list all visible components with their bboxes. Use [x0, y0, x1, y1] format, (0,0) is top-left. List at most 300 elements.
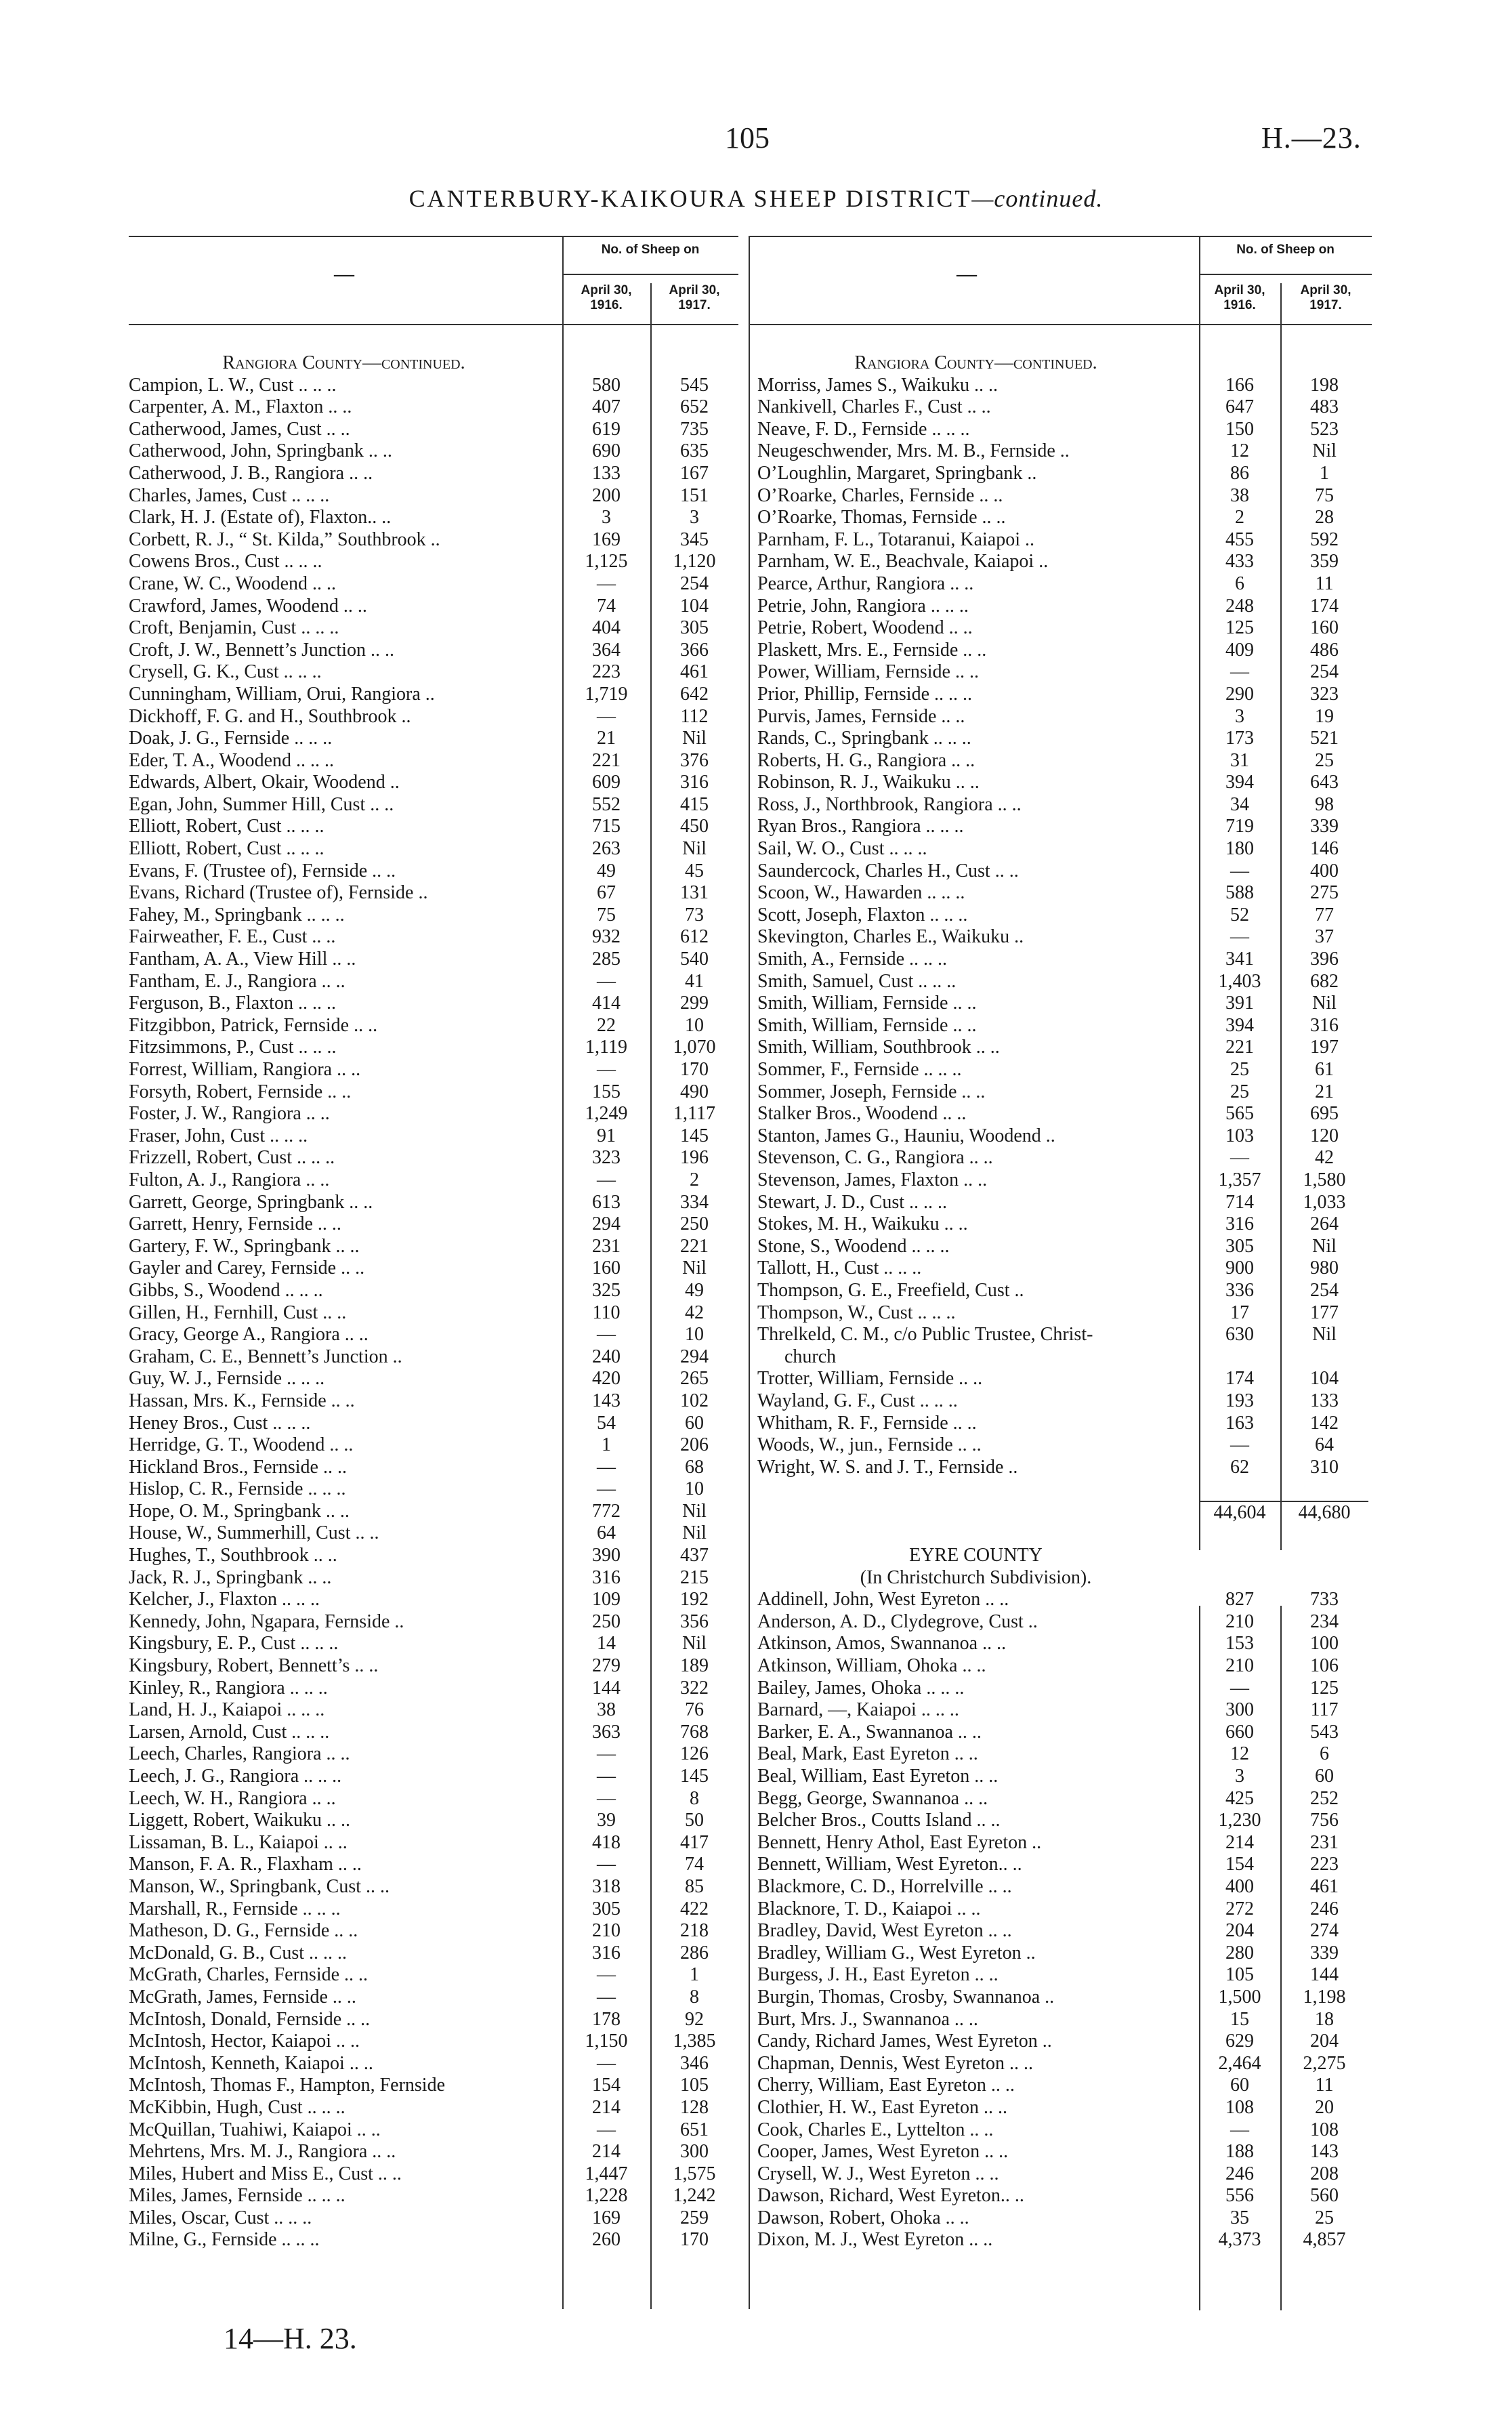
owner-name: Roberts, H. G., Rangiora .. .. [757, 749, 975, 771]
table-row [757, 1103, 1374, 1125]
owner-name: Fantham, E. J., Rangiora .. .. [129, 970, 345, 992]
left-sheep-header: No. of Sheep on [601, 243, 700, 257]
sheep-1917: 11 [1315, 573, 1334, 594]
sheep-1916: 613 [592, 1191, 621, 1213]
table-row [757, 882, 1374, 904]
table-row [129, 1147, 738, 1169]
owner-name: Petrie, John, Rangiora .. .. .. [757, 595, 969, 617]
sheep-1916: 200 [592, 484, 621, 506]
owner-name: O’Roarke, Charles, Fernside .. .. [757, 484, 1003, 506]
owner-name: Clothier, H. W., East Eyreton .. .. [757, 2096, 1008, 2118]
sheep-1917: 25 [1315, 749, 1334, 771]
sheep-1916: 34 [1230, 793, 1249, 815]
sheep-1917: 486 [1310, 639, 1339, 661]
sheep-1917: 196 [680, 1147, 709, 1169]
sheep-1917: 299 [680, 993, 709, 1014]
sheep-1916: 394 [1225, 772, 1254, 793]
sheep-1916: — [597, 1964, 616, 1986]
table-row [757, 2075, 1374, 2097]
owner-name: Hislop, C. R., Fernside .. .. .. [129, 1478, 346, 1500]
sheep-1916: 409 [1225, 639, 1254, 661]
sheep-1916: 2,464 [1218, 2052, 1261, 2074]
table-row [757, 1015, 1374, 1037]
sheep-1917: 8 [690, 1787, 699, 1809]
sheep-1916: 300 [1225, 1699, 1254, 1721]
table-row [757, 1987, 1374, 2009]
sheep-1917: 651 [680, 2119, 709, 2140]
sheep-1916: 31 [1230, 749, 1249, 771]
owner-name: Addinell, John, West Eyreton .. .. [757, 1589, 1009, 1610]
sheep-1917: 483 [1310, 396, 1339, 418]
sheep-1917: 3 [690, 507, 699, 528]
sheep-1917: 1 [690, 1964, 699, 1986]
owner-name: Barker, E. A., Swannanoa .. .. [757, 1721, 982, 1743]
table-row [129, 1655, 738, 1678]
owner-name: Woods, W., jun., Fernside .. .. [757, 1434, 982, 1456]
sheep-1916: 719 [1225, 816, 1254, 837]
table-row [757, 1810, 1374, 1832]
table-row [757, 1589, 1374, 1611]
table-row [757, 375, 1374, 397]
sheep-1917: 49 [685, 1279, 704, 1301]
left-header-top-rule [129, 236, 738, 237]
owner-name: Miles, Oscar, Cust .. .. .. [129, 2207, 312, 2228]
sheep-1917: Nil [1312, 993, 1337, 1014]
table-row [129, 1920, 738, 1942]
table-row [757, 1699, 1374, 1722]
sheep-1917: 197 [1310, 1037, 1339, 1058]
sheep-1917: 106 [1310, 1655, 1339, 1677]
sheep-1916: 715 [592, 816, 621, 837]
owner-name: Fulton, A. J., Rangiora .. .. [129, 1169, 330, 1190]
table-row [129, 1037, 738, 1059]
owner-name: Egan, John, Summer Hill, Cust .. .. [129, 793, 394, 815]
sheep-1916: — [1230, 860, 1249, 881]
sheep-1916: 4,373 [1218, 2229, 1261, 2251]
table-row [757, 1655, 1374, 1678]
sheep-1916: 1,500 [1218, 1986, 1261, 2008]
sheep-1917: 37 [1315, 926, 1334, 948]
table-row [129, 1324, 738, 1346]
owner-name: Stanton, James G., Hauniu, Woodend .. [757, 1125, 1055, 1146]
sheep-1917: 286 [680, 1942, 709, 1963]
table-row [757, 1722, 1374, 1744]
page-number: 105 [725, 121, 770, 154]
sheep-1916: 12 [1230, 440, 1249, 462]
table-row [129, 2031, 738, 2053]
sheep-1917: 112 [680, 705, 709, 727]
sheep-1916: 110 [592, 1302, 621, 1323]
sheep-1916: 3 [1235, 1766, 1244, 1787]
owner-name: Smith, William, Fernside .. .. [757, 1014, 977, 1036]
table-row [129, 1522, 738, 1545]
sheep-1916: 54 [597, 1412, 616, 1434]
sheep-1916: 552 [592, 793, 621, 815]
table-row [129, 1898, 738, 1921]
table-row [757, 1920, 1374, 1942]
sheep-1916: 1,230 [1218, 1810, 1261, 1831]
sheep-1916: 143 [592, 1390, 621, 1411]
sheep-1917: 1,575 [673, 2163, 716, 2184]
sheep-1917: Nil [682, 1633, 707, 1655]
left-table [129, 352, 738, 2251]
sheep-1916: 221 [592, 749, 621, 771]
table-row [757, 1898, 1374, 1921]
table-row [757, 2119, 1374, 2142]
sheep-1917: 19 [1315, 705, 1334, 727]
owner-name: Garrett, Henry, Fernside .. .. [129, 1213, 341, 1235]
owner-name: Burgin, Thomas, Crosby, Swannanoa .. [757, 1986, 1055, 2008]
owner-name: Wayland, G. F., Cust .. .. .. [757, 1390, 958, 1411]
owner-name: Scott, Joseph, Flaxton .. .. .. [757, 904, 968, 926]
sheep-1917: 294 [680, 1346, 709, 1367]
sheep-1916: 900 [1225, 1257, 1254, 1279]
owner-name: Evans, Richard (Trustee of), Fernside .. [129, 882, 428, 904]
sheep-1917: 8 [690, 1986, 699, 2008]
owner-name: Prior, Phillip, Fernside .. .. .. [757, 683, 972, 705]
table-row [129, 1743, 738, 1766]
sheep-1917: Nil [682, 728, 707, 749]
table-row [757, 1964, 1374, 1987]
owner-name: Threlkeld, C. M., c/o Public Trustee, Christ- [757, 1324, 1093, 1346]
table-row [757, 1346, 1374, 1369]
owner-name: Parnham, W. E., Beachvale, Kaiapoi .. [757, 551, 1049, 573]
sheep-1917: 310 [1310, 1456, 1339, 1478]
sheep-1916: 214 [592, 2141, 621, 2163]
sheep-1916: — [597, 1854, 616, 1875]
table-row [757, 706, 1374, 728]
table-row [757, 396, 1374, 419]
table-row [129, 1103, 738, 1125]
sheep-1916: 391 [1225, 993, 1254, 1014]
owner-name: Evans, F. (Trustee of), Fernside .. .. [129, 860, 396, 881]
owner-name: Cowens Bros., Cust .. .. .. [129, 551, 322, 573]
sheep-1916: — [597, 705, 616, 727]
sheep-1916: 180 [1225, 838, 1254, 860]
sheep-1917: 1,242 [673, 2185, 716, 2207]
table-row [757, 2031, 1374, 2053]
sheep-1917: 521 [1310, 728, 1339, 749]
table-row [129, 1633, 738, 1655]
owner-name: Morriss, James S., Waikuku .. .. [757, 374, 999, 396]
table-row [129, 684, 738, 706]
owner-name: Gibbs, S., Woodend .. .. .. [129, 1279, 323, 1301]
owner-name: Liggett, Robert, Waikuku .. .. [129, 1810, 350, 1831]
table-row [757, 1678, 1374, 1700]
table-row [757, 2163, 1374, 2186]
sheep-1917: 437 [680, 1545, 709, 1566]
table-row [757, 1876, 1374, 1898]
sheep-1916: — [597, 573, 616, 594]
table-row [757, 2141, 1374, 2163]
sheep-1917: 42 [1315, 1147, 1334, 1169]
sheep-1916: 154 [592, 2075, 621, 2096]
owner-name: Atkinson, William, Ohoka .. .. [757, 1655, 986, 1677]
sheep-1917: 1,120 [673, 551, 716, 573]
owner-name: Herridge, G. T., Woodend .. .. [129, 1434, 354, 1456]
sheep-1917: 560 [1310, 2185, 1339, 2207]
sheep-1916: 169 [592, 2207, 621, 2228]
sheep-1917: 450 [680, 816, 709, 837]
owner-name: Rangiora County—continued. [222, 352, 465, 373]
owner-name: Trotter, William, Fernside .. .. [757, 1368, 983, 1390]
sheep-1917: 264 [1310, 1213, 1339, 1235]
table-row [129, 2141, 738, 2163]
table-row [129, 971, 738, 993]
right-table [757, 352, 1374, 2251]
owner-name: Burgess, J. H., East Eyreton .. .. [757, 1964, 999, 1986]
table-row [129, 1236, 738, 1258]
sheep-1916: 35 [1230, 2207, 1249, 2228]
sheep-1916: — [1230, 1147, 1249, 1169]
sheep-1917: 400 [1310, 860, 1339, 881]
sheep-1916: 455 [1225, 528, 1254, 550]
table-row [129, 2207, 738, 2230]
table-row [757, 1942, 1374, 1965]
sheep-1916: 316 [592, 1942, 621, 1963]
sheep-1916: 580 [592, 374, 621, 396]
sheep-1917: 254 [680, 573, 709, 594]
sheep-1916: 188 [1225, 2141, 1254, 2163]
table-row [129, 1081, 738, 1104]
table-row [129, 838, 738, 860]
sheep-1917: 1,198 [1303, 1986, 1346, 2008]
owner-name: Sommer, F., Fernside .. .. .. [757, 1059, 962, 1080]
sheep-1916: 154 [1225, 1854, 1254, 1875]
sheep-1917: Nil [682, 1257, 707, 1279]
sheep-1916: 210 [1225, 1655, 1254, 1677]
owner-name: Charles, James, Cust .. .. .. [129, 484, 330, 506]
sheep-1916: 14 [597, 1633, 616, 1655]
owner-name: Bradley, David, West Eyreton .. .. [757, 1920, 1012, 1942]
sheep-1916: 204 [1225, 1920, 1254, 1942]
sheep-1916: 630 [1225, 1324, 1254, 1346]
sheep-1917: 145 [680, 1125, 709, 1146]
sheep-1916: 178 [592, 2008, 621, 2030]
owner-name: Skevington, Charles E., Waikuku .. [757, 926, 1024, 948]
sheep-1917: 20 [1315, 2096, 1334, 2118]
owner-name: Frizzell, Robert, Cust .. .. .. [129, 1147, 335, 1169]
owner-name: Marshall, R., Fernside .. .. .. [129, 1898, 341, 1919]
owner-name: Eder, T. A., Woodend .. .. .. [129, 749, 335, 771]
table-row [757, 596, 1374, 618]
owner-name: Cherry, William, East Eyreton .. .. [757, 2075, 1015, 2096]
sheep-1917: 461 [1310, 1875, 1339, 1897]
sheep-1916: 414 [592, 993, 621, 1014]
sheep-1916: 103 [1225, 1125, 1254, 1146]
table-row [129, 2229, 738, 2251]
table-row [129, 926, 738, 949]
owner-name: Smith, William, Southbrook .. .. [757, 1037, 1000, 1058]
sheep-1917: 265 [680, 1368, 709, 1390]
owner-name: Catherwood, J. B., Rangiora .. .. [129, 462, 373, 484]
owner-name: Crawford, James, Woodend .. .. [129, 595, 367, 617]
owner-name: Clark, H. J. (Estate of), Flaxton.. .. [129, 507, 392, 528]
table-row [757, 352, 1374, 375]
sheep-1917: 131 [680, 882, 709, 904]
sheep-1916: 425 [1225, 1787, 1254, 1809]
sheep-1916: 1,228 [585, 2185, 628, 2207]
sheep-1916: 390 [592, 1545, 621, 1566]
sheep-1916: 1,119 [585, 1037, 627, 1058]
sheep-1916: 173 [1225, 728, 1254, 749]
sheep-1916: 38 [1230, 484, 1249, 506]
owner-name: Fraser, John, Cust .. .. .. [129, 1125, 308, 1146]
sheep-1916: 1 [602, 1434, 611, 1456]
sheep-1917: Nil [1312, 1235, 1337, 1257]
sheep-1917: 1,117 [673, 1103, 715, 1125]
sheep-1917: 980 [1310, 1257, 1339, 1279]
owner-name: Sail, W. O., Cust .. .. .. [757, 838, 927, 860]
table-row [129, 750, 738, 772]
table-row [757, 1037, 1374, 1059]
owner-name: Fantham, A. A., View Hill .. .. [129, 949, 356, 970]
owner-name: Candy, Richard James, West Eyreton .. [757, 2031, 1052, 2052]
owner-name: Guy, W. J., Fernside .. .. .. [129, 1368, 325, 1390]
table-row [129, 772, 738, 794]
sheep-1916: — [597, 1478, 616, 1500]
table-row [757, 1567, 1374, 1589]
owner-name: McIntosh, Kenneth, Kaiapoi .. .. [129, 2052, 373, 2074]
sheep-1917: 339 [1310, 816, 1339, 837]
owner-name: Lissaman, B. L., Kaiapoi .. .. [129, 1831, 348, 1853]
owner-name: Saundercock, Charles H., Cust .. .. [757, 860, 1019, 881]
owner-name: Ross, J., Northbrook, Rangiora .. .. [757, 793, 1022, 815]
sheep-1916: 231 [592, 1235, 621, 1257]
owner-name: church [784, 1346, 837, 1367]
sheep-1917: 104 [1310, 1368, 1339, 1390]
table-row [757, 794, 1374, 816]
owner-name: Land, H. J., Kaiapoi .. .. .. [129, 1699, 325, 1721]
right-sheep-header: No. of Sheep on [1236, 243, 1335, 257]
table-row [129, 573, 738, 596]
sheep-1917: 735 [680, 418, 709, 440]
sheep-1916: 294 [592, 1213, 621, 1235]
right-date-1916: April 30, 1916. [1214, 283, 1265, 312]
sheep-1916: — [597, 1766, 616, 1787]
owner-name: Pearce, Arthur, Rangiora .. .. [757, 573, 974, 594]
sheep-1916: 1,249 [585, 1103, 628, 1125]
sheep-1917: 231 [1310, 1831, 1339, 1853]
owner-name: Kingsbury, Robert, Bennett’s .. .. [129, 1655, 379, 1677]
sheep-1917: 76 [685, 1699, 704, 1721]
sheep-1917: 60 [685, 1412, 704, 1434]
sheep-1917: 322 [680, 1677, 709, 1699]
sheep-1916: 44,604 [1199, 1501, 1280, 1524]
sheep-1916: 174 [1225, 1368, 1254, 1390]
sheep-1917: 359 [1310, 551, 1339, 573]
sheep-1916: 91 [597, 1125, 616, 1146]
owner-name: McIntosh, Thomas F., Hampton, Fernside [129, 2075, 445, 2096]
left-date-1917: April 30, 1917. [669, 283, 720, 312]
sheep-1917: 98 [1315, 793, 1334, 815]
table-row [129, 419, 738, 441]
sheep-1916: 1,357 [1218, 1169, 1261, 1190]
table-row [757, 926, 1374, 949]
table-row [129, 1390, 738, 1413]
right-date-1917: April 30, 1917. [1300, 283, 1351, 312]
sheep-1916: 263 [592, 838, 621, 860]
sheep-1916: — [597, 1324, 616, 1346]
right-table-left-rule [749, 236, 750, 2309]
sheep-1916: — [1230, 926, 1249, 948]
sheep-1916: 341 [1225, 949, 1254, 970]
owner-name: McGrath, James, Fernside .. .. [129, 1986, 356, 2008]
sheep-1916: 105 [1225, 1964, 1254, 1986]
sheep-1916: 240 [592, 1346, 621, 1367]
owner-name: Begg, George, Swannanoa .. .. [757, 1787, 988, 1809]
table-row [129, 375, 738, 397]
owner-name: Jack, R. J., Springbank .. .. [129, 1566, 332, 1588]
sheep-1916: — [597, 1456, 616, 1478]
left-name-column-header: — [334, 263, 354, 285]
owner-name: Plaskett, Mrs. E., Fernside .. .. [757, 639, 987, 661]
sheep-1917: 274 [1310, 1920, 1339, 1942]
sheep-1916: 316 [1225, 1213, 1254, 1235]
owner-name: Dawson, Richard, West Eyreton.. .. [757, 2185, 1024, 2207]
sheep-1917: 422 [680, 1898, 709, 1919]
table-row [757, 573, 1374, 596]
sheep-1916: 6 [1235, 573, 1244, 594]
owner-name: Kingsbury, E. P., Cust .. .. .. [129, 1633, 339, 1655]
sheep-1917: 396 [1310, 949, 1339, 970]
sheep-1917: 643 [1310, 772, 1339, 793]
sheep-1917: 104 [680, 595, 709, 617]
right-header-bottom-rule [749, 324, 1372, 325]
sheep-1916: 12 [1230, 1743, 1249, 1765]
table-row [757, 1324, 1374, 1346]
sheep-1917: 92 [685, 2008, 704, 2030]
sheep-1917: 316 [1310, 1014, 1339, 1036]
sheep-1916: 193 [1225, 1390, 1254, 1411]
table-row [757, 2097, 1374, 2119]
table-row [757, 772, 1374, 794]
table-row [129, 485, 738, 507]
table-row [129, 1545, 738, 1567]
table-row [129, 2053, 738, 2075]
sheep-1917: 204 [1310, 2031, 1339, 2052]
owner-name: Cook, Charles E., Lyttelton .. .. [757, 2119, 994, 2140]
owner-name: Catherwood, John, Springbank .. .. [129, 440, 392, 462]
table-row [757, 551, 1374, 573]
sheep-1916: 155 [592, 1081, 621, 1102]
sheep-1917: 108 [1310, 2119, 1339, 2140]
table-row [129, 882, 738, 904]
sheep-1917: 635 [680, 440, 709, 462]
sheep-1917: 490 [680, 1081, 709, 1102]
page-title [0, 184, 1512, 213]
table-row [757, 1368, 1374, 1390]
owner-name: Gillen, H., Fernhill, Cust .. .. [129, 1302, 347, 1323]
owner-name: Doak, J. G., Fernside .. .. .. [129, 728, 333, 749]
sheep-1916: 250 [592, 1610, 621, 1632]
table-row [757, 1633, 1374, 1655]
table-row [129, 1457, 738, 1479]
sheep-1916: 39 [597, 1810, 616, 1831]
left-date-1916: April 30, 1916. [581, 283, 632, 312]
sheep-1917: Nil [682, 838, 707, 860]
sheep-1916: 325 [592, 1279, 621, 1301]
table-row [129, 2119, 738, 2142]
owner-name: Graham, C. E., Bennett’s Junction .. [129, 1346, 402, 1367]
table-row [757, 1236, 1374, 1258]
sheep-1917: Nil [682, 1500, 707, 1522]
table-row [757, 1257, 1374, 1280]
sheep-1916: — [1230, 2119, 1249, 2140]
sheep-1917: 415 [680, 793, 709, 815]
owner-name: Heney Bros., Cust .. .. .. [129, 1412, 311, 1434]
page-reference: H.—23. [1261, 121, 1362, 154]
